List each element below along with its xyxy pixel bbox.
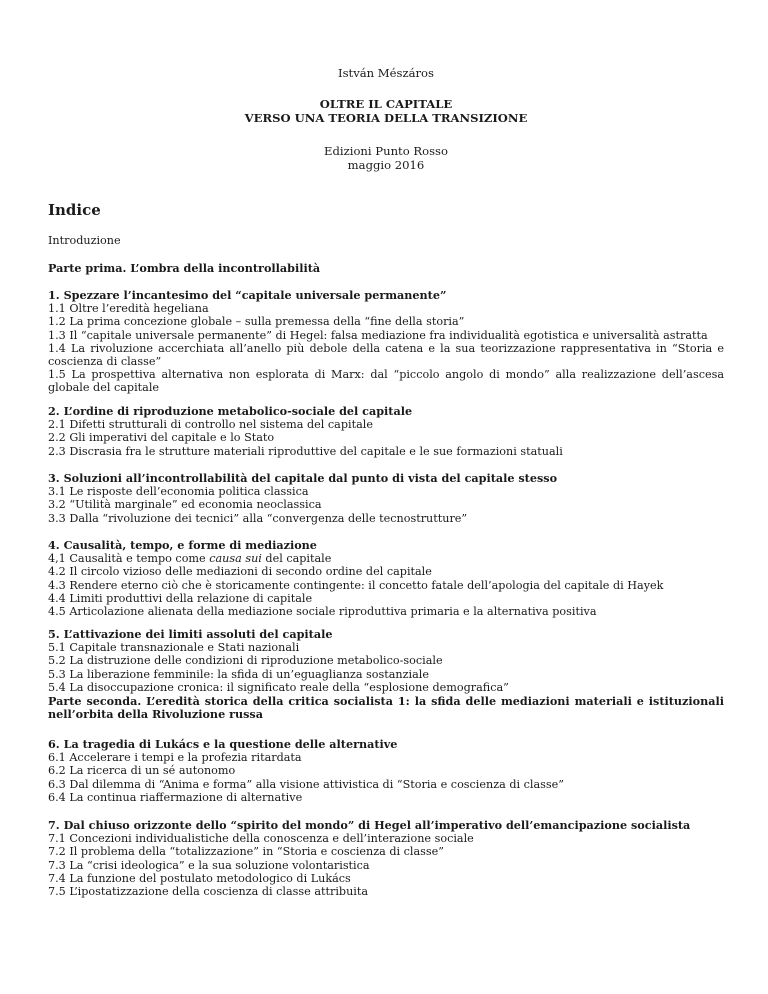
toc-section: 6.3 Dal dilemma di “Anima e forma” alla visione attivistica di “Storia e coscienza di classe” bbox=[48, 777, 564, 791]
publisher-block bbox=[48, 144, 724, 172]
book-title bbox=[48, 97, 724, 125]
toc-section: 3.3 Dalla “rivoluzione dei tecnici” alla “convergenza delle tecnostrutture” bbox=[48, 511, 468, 525]
toc-chapter-3 bbox=[48, 472, 724, 525]
toc-section: 7.1 Concezioni individualistiche della conoscenza e dell’interazione sociale bbox=[48, 832, 474, 846]
toc-section: 5.3 La liberazione femminile: la sfida di un’eguaglianza sostanziale bbox=[48, 667, 429, 681]
toc-section: 3.2 “Utilità marginale” ed economia neoclassica bbox=[48, 498, 322, 512]
toc-section: 5.2 La distruzione delle condizioni di riproduzione metabolico-sociale bbox=[48, 654, 443, 668]
toc-section: 4.3 Rendere eterno ciò che è storicamente contingente: il concetto fatale dell’apologia del capitale di Hayek bbox=[48, 578, 664, 592]
toc-section: 3.1 Le risposte dell’economia politica classica bbox=[48, 485, 309, 499]
toc-section: 2.2 Gli imperativi del capitale e lo Stato bbox=[48, 431, 275, 445]
toc-chapter-6 bbox=[48, 738, 724, 804]
toc-section: 1.3 Il “capitale universale permanente” di Hegel: falsa mediazione fra individualità egotistica e universalità astratta bbox=[48, 328, 708, 342]
toc-section: 7.3 La “crisi ideologica” e la sua soluzione volontaristica bbox=[48, 858, 370, 872]
toc-section: 7.5 L’ipostatizzazione della coscienza di classe attribuita bbox=[48, 885, 369, 899]
section-text: del capitale bbox=[261, 552, 332, 566]
chapter-title: 7. Dal chiuso orizzonte dello “spirito del mondo” di Hegel all’imperativo dell’emancipazione socialista bbox=[48, 818, 691, 832]
toc-section: 1.5 La prospettiva alternativa non esplorata di Marx: dal “piccolo angolo di mondo” alla realizzazione dell’ascesa globale del capitale bbox=[48, 368, 724, 395]
toc-section: 6.2 La ricerca di un sé autonomo bbox=[48, 764, 236, 778]
toc-section: 1.2 La prima concezione globale – sulla premessa della “fine della storia” bbox=[48, 315, 465, 329]
toc-chapter-2 bbox=[48, 405, 724, 458]
toc-section: 4.5 Articolazione alienata della mediazione sociale riproduttiva primaria e la alternativa positiva bbox=[48, 605, 597, 619]
index-heading: Indice bbox=[48, 201, 101, 219]
toc-part-one: Parte prima. L’ombra della incontrollabilità bbox=[48, 261, 321, 275]
publication-date: maggio 2016 bbox=[347, 158, 425, 172]
author-name: István Mészáros bbox=[338, 66, 434, 80]
toc-section: 7.4 La funzione del postulato metodologico di Lukács bbox=[48, 871, 351, 885]
toc-chapter-5 bbox=[48, 628, 724, 694]
section-italic-text: causa sui bbox=[209, 552, 262, 566]
toc-chapter-4 bbox=[48, 539, 724, 618]
book-title-line-2: VERSO UNA TEORIA DELLA TRANSIZIONE bbox=[244, 111, 528, 125]
chapter-title: 3. Soluzioni all’incontrollabilità del capitale dal punto di vista del capitale stesso bbox=[48, 471, 558, 485]
section-text: 4,1 Causalità e tempo come bbox=[48, 552, 210, 566]
toc-section: 4.4 Limiti produttivi della relazione di capitale bbox=[48, 591, 313, 605]
toc-section: 1.1 Oltre l’eredità hegeliana bbox=[48, 302, 209, 316]
toc-part-two: Parte seconda. L’eredità storica della critica socialista 1: la sfida delle mediazioni materiali e istituzionali nell’orbita della Rivoluzione russa bbox=[48, 694, 724, 722]
toc-section: 4.2 Il circolo vizioso delle mediazioni di secondo ordine del capitale bbox=[48, 565, 432, 579]
toc-section: 1.4 La rivoluzione accerchiata all’anello più debole della catena e la sua teorizzazione rappresentativa in “Storia e coscienza di classe” bbox=[48, 341, 724, 369]
toc-chapter-7 bbox=[48, 819, 724, 898]
toc-section: 5.4 La disoccupazione cronica: il significato reale della “esplosione demografica” bbox=[48, 680, 509, 694]
toc-introduction: Introduzione bbox=[48, 234, 121, 247]
chapter-title: 2. L’ordine di riproduzione metabolico-sociale del capitale bbox=[48, 404, 413, 418]
toc-section: 2.1 Difetti strutturali di controllo nel sistema del capitale bbox=[48, 418, 373, 432]
toc-section: 6.4 La continua riaffermazione di alternative bbox=[48, 790, 303, 804]
toc-section: 7.2 Il problema della “totalizzazione” in “Storia e coscienza di classe” bbox=[48, 845, 444, 859]
chapter-title: 6. La tragedia di Lukács e la questione delle alternative bbox=[48, 737, 398, 751]
publisher-name: Edizioni Punto Rosso bbox=[324, 144, 448, 158]
chapter-title: 5. L’attivazione dei limiti assoluti del capitale bbox=[48, 627, 333, 641]
chapter-title: 4. Causalità, tempo, e forme di mediazione bbox=[48, 538, 317, 552]
toc-section: 6.1 Accelerare i tempi e la profezia ritardata bbox=[48, 751, 302, 765]
toc-section bbox=[48, 552, 724, 565]
chapter-title: 1. Spezzare l’incantesimo del “capitale universale permanente” bbox=[48, 288, 447, 302]
toc-section: 2.3 Discrasia fra le strutture materiali riproduttive del capitale e le sue formazioni statuali bbox=[48, 444, 563, 458]
toc-section: 5.1 Capitale transnazionale e Stati nazionali bbox=[48, 641, 300, 655]
book-title-line-1: OLTRE IL CAPITALE bbox=[319, 97, 453, 111]
toc-chapter-1 bbox=[48, 289, 724, 395]
